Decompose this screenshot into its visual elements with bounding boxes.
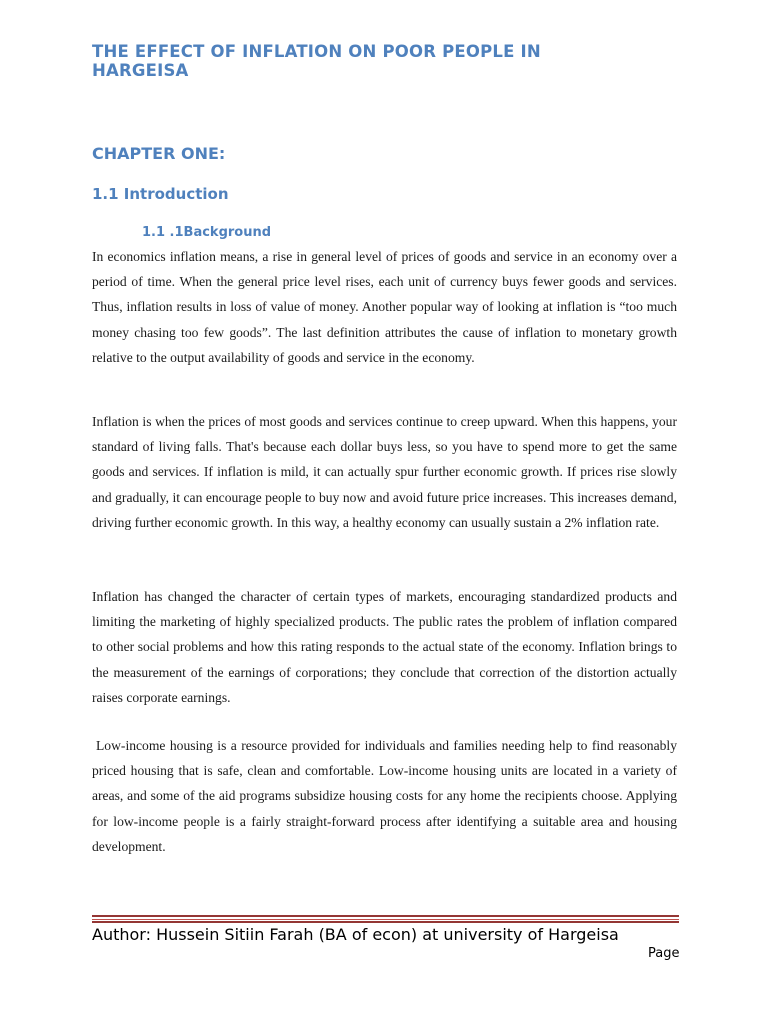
document-title: THE EFFECT OF INFLATION ON POOR PEOPLE IN HARGEISA (92, 42, 541, 80)
footer-divider (92, 919, 679, 920)
footer-divider (92, 921, 679, 923)
paragraph-background-4: Low-income housing is a resource provided for individuals and families needing help to find reasonably priced housing that is safe, clean and comfortable. Low-income housing units are located in a variety of areas, and some of the aid programs subsidize housing costs for any home the recipients choose. Applying for low-income people is a fairly straight-forward process after identifying a suitable area and housing development. (92, 738, 677, 854)
footer-author: Author: Hussein Sitiin Farah (BA of econ) at university of Hargeisa (92, 925, 619, 944)
paragraph-background-1: In economics inflation means, a rise in general level of prices of goods and service in an economy over a period of time. When the general price level rises, each unit of currency buys fewer goods and services. Thus, inflation results in loss of value of money. Another popular way of looking at inflation is “too much money chasing too few goods”. The last definition attributes the cause of inflation to monetary growth relative to the output availability of goods and service in the economy. (92, 249, 677, 365)
paragraph-background-2: Inflation is when the prices of most goods and services continue to creep upward. When this happens, your standard of living falls. That's because each dollar buys less, so you have to spend more to get the same goods and services. If inflation is mild, it can actually spur further economic growth. If prices rise slowly and gradually, it can encourage people to buy now and avoid future price increases. This increases demand, driving further economic growth. In this way, a healthy economy can usually sustain a 2% inflation rate. (92, 414, 677, 530)
paragraph-background-3: Inflation has changed the character of certain types of markets, encouraging standardized products and limiting the marketing of highly specialized products. The public rates the problem of inflation compared to other social problems and how this rating responds to the actual state of the economy. Inflation brings to the measurement of the earnings of corporations; they conclude that correction of the distortion actually raises corporate earnings. (92, 589, 677, 705)
subsection-heading: 1.1 .1Background (142, 225, 272, 240)
chapter-heading: CHAPTER ONE: (92, 144, 226, 163)
footer-page-label: Page (648, 946, 680, 961)
section-heading: 1.1 Introduction (92, 185, 229, 203)
footer-divider (92, 915, 679, 917)
